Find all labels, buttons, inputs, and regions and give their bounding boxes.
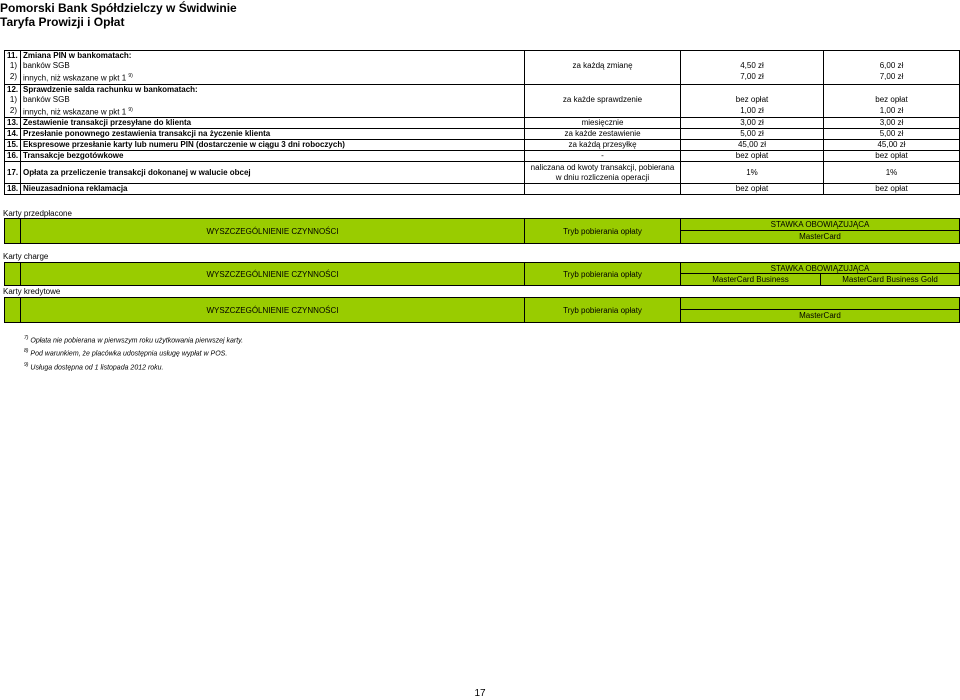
fee-mode: za każdą zmianę bbox=[525, 61, 681, 71]
fee-label: innych, niż wskazane w pkt 1 $^{9)}$ bbox=[21, 71, 525, 84]
fee-label: Ekspresowe przesłanie karty lub numeru PIN (dostarczenie w ciągu 3 dni roboczych) bbox=[21, 140, 525, 151]
charge-title: Karty charge bbox=[3, 252, 49, 261]
fee-rate-1 bbox=[681, 84, 824, 95]
fee-row bbox=[5, 162, 960, 184]
fee-rate-1: bez opłat bbox=[681, 151, 824, 162]
credit-desc-header: WYSZCZEGÓLNIENIE CZYNNOŚCI bbox=[21, 298, 525, 323]
fee-mode: za każde sprawdzenie bbox=[525, 95, 681, 105]
prepaid-card-header: MasterCard bbox=[799, 232, 841, 241]
fee-row bbox=[5, 151, 960, 162]
fee-rate-1: bez opłat bbox=[681, 95, 824, 105]
fee-row bbox=[5, 140, 960, 151]
credit-card-header: MasterCard bbox=[681, 309, 959, 322]
fee-number: 13. bbox=[5, 118, 21, 129]
fee-mode: miesięcznie bbox=[525, 118, 681, 129]
charge-rate-header: STAWKA OBOWIĄZUJĄCA bbox=[681, 263, 960, 274]
fee-number: 1) bbox=[5, 61, 21, 71]
fee-rate-1: 1,00 zł bbox=[681, 105, 824, 118]
fees-table bbox=[4, 50, 960, 195]
fee-rate-1: 1% bbox=[681, 162, 824, 184]
fee-number: 2) bbox=[5, 105, 21, 118]
footnotes bbox=[24, 333, 243, 373]
page-number: 17 bbox=[474, 688, 486, 699]
fee-rate-1: 4,50 zł bbox=[681, 61, 824, 71]
fee-mode: za każdą przesyłkę bbox=[525, 140, 681, 151]
fee-rate-2: 1,00 zł bbox=[824, 105, 960, 118]
footnote-7: $^{7)}$ Opłata nie pobierana w pierwszym roku użytkowania pierwszej karty. bbox=[24, 335, 244, 345]
prepaid-mode-header: Tryb pobierania opłaty bbox=[525, 219, 681, 244]
fee-rate-1: 7,00 zł bbox=[681, 71, 824, 84]
fee-rate-2 bbox=[824, 51, 960, 62]
fee-rate-1 bbox=[681, 51, 824, 62]
fee-rate-2: 5,00 zł bbox=[824, 129, 960, 140]
charge-mode-header: Tryb pobierania opłaty bbox=[525, 263, 681, 286]
fee-number: 18. bbox=[5, 184, 21, 195]
credit-mode-header: Tryb pobierania opłaty bbox=[525, 298, 681, 323]
credit-table bbox=[4, 297, 960, 323]
document-title: Taryfa Prowizji i Opłat bbox=[0, 15, 125, 29]
fee-rate-2: 3,00 zł bbox=[824, 118, 960, 129]
fee-label: innych, niż wskazane w pkt 1 $^{9)}$ bbox=[21, 105, 525, 118]
fee-rate-2: bez opłat bbox=[824, 184, 960, 195]
fee-label: Transakcje bezgotówkowe bbox=[21, 151, 525, 162]
fee-label: Opłata za przeliczenie transakcji dokonanej w walucie obcej bbox=[21, 162, 525, 184]
bank-name: Pomorski Bank Spółdzielczy w Świdwinie bbox=[0, 1, 237, 15]
fee-label: Zestawienie transakcji przesyłane do klienta bbox=[21, 118, 525, 129]
fee-row bbox=[5, 84, 960, 95]
fee-number: 15. bbox=[5, 140, 21, 151]
charge-desc-header: WYSZCZEGÓLNIENIE CZYNNOŚCI bbox=[21, 263, 525, 286]
fee-rate-2: 45,00 zł bbox=[824, 140, 960, 151]
fee-rate-2: 7,00 zł bbox=[824, 71, 960, 84]
fee-rate-1: 5,00 zł bbox=[681, 129, 824, 140]
footnote-8: $^{8)}$ Pod warunkiem, że placówka udostępnia usługę wypłat w POS. bbox=[24, 348, 228, 358]
fee-rate-2: 6,00 zł bbox=[824, 61, 960, 71]
fee-label: Nieuzasadniona reklamacja bbox=[21, 184, 525, 195]
fee-number: 2) bbox=[5, 71, 21, 84]
fee-label: Przesłanie ponownego zestawienia transakcji na życzenie klienta bbox=[21, 129, 525, 140]
fee-mode bbox=[525, 84, 681, 95]
fee-row bbox=[5, 184, 960, 195]
charge-card2-header: MasterCard Business Gold bbox=[821, 274, 960, 286]
fee-mode: za każde zestawienie bbox=[525, 129, 681, 140]
fee-rate-1: 3,00 zł bbox=[681, 118, 824, 129]
footnote-9: $^{9)}$ Usługa dostępna od 1 listopada 2012 roku. bbox=[24, 361, 164, 371]
fee-rate-2: bez opłat bbox=[824, 151, 960, 162]
fee-row bbox=[5, 51, 960, 62]
fee-number: 14. bbox=[5, 129, 21, 140]
prepaid-table bbox=[4, 218, 960, 244]
fee-number: 17. bbox=[5, 162, 21, 184]
fee-row bbox=[5, 61, 960, 71]
fee-label: banków SGB bbox=[21, 95, 525, 105]
charge-card1-header: MasterCard Business bbox=[681, 274, 821, 286]
prepaid-rate-header: STAWKA OBOWIĄZUJĄCA bbox=[681, 219, 959, 231]
prepaid-desc-header: WYSZCZEGÓLNIENIE CZYNNOŚCI bbox=[21, 219, 525, 244]
fee-rate-2: 1% bbox=[824, 162, 960, 184]
fee-rate-1: bez opłat bbox=[681, 184, 824, 195]
fee-mode bbox=[525, 51, 681, 62]
fee-number: 16. bbox=[5, 151, 21, 162]
charge-table bbox=[4, 262, 960, 286]
fee-number: 1) bbox=[5, 95, 21, 105]
fee-mode: - bbox=[525, 151, 681, 162]
fee-label: Zmiana PIN w bankomatach: bbox=[21, 51, 525, 62]
fee-row bbox=[5, 105, 960, 118]
fee-mode bbox=[525, 184, 681, 195]
fee-number: 11. bbox=[5, 51, 21, 62]
fee-rate-2 bbox=[824, 84, 960, 95]
fee-label: Sprawdzenie salda rachunku w bankomatach: bbox=[21, 84, 525, 95]
fee-mode bbox=[525, 71, 681, 84]
fee-row bbox=[5, 71, 960, 84]
fee-row bbox=[5, 95, 960, 105]
prepaid-title: Karty przedpłacone bbox=[3, 209, 72, 218]
fee-rate-1: 45,00 zł bbox=[681, 140, 824, 151]
fee-row bbox=[5, 129, 960, 140]
fee-label: banków SGB bbox=[21, 61, 525, 71]
fee-mode bbox=[525, 105, 681, 118]
credit-title: Karty kredytowe bbox=[3, 287, 61, 296]
fee-mode: naliczana od kwoty transakcji, pobierana w dniu rozliczenia operacji bbox=[525, 162, 681, 184]
fee-rate-2: bez opłat bbox=[824, 95, 960, 105]
fee-number: 12. bbox=[5, 84, 21, 95]
fee-row bbox=[5, 118, 960, 129]
